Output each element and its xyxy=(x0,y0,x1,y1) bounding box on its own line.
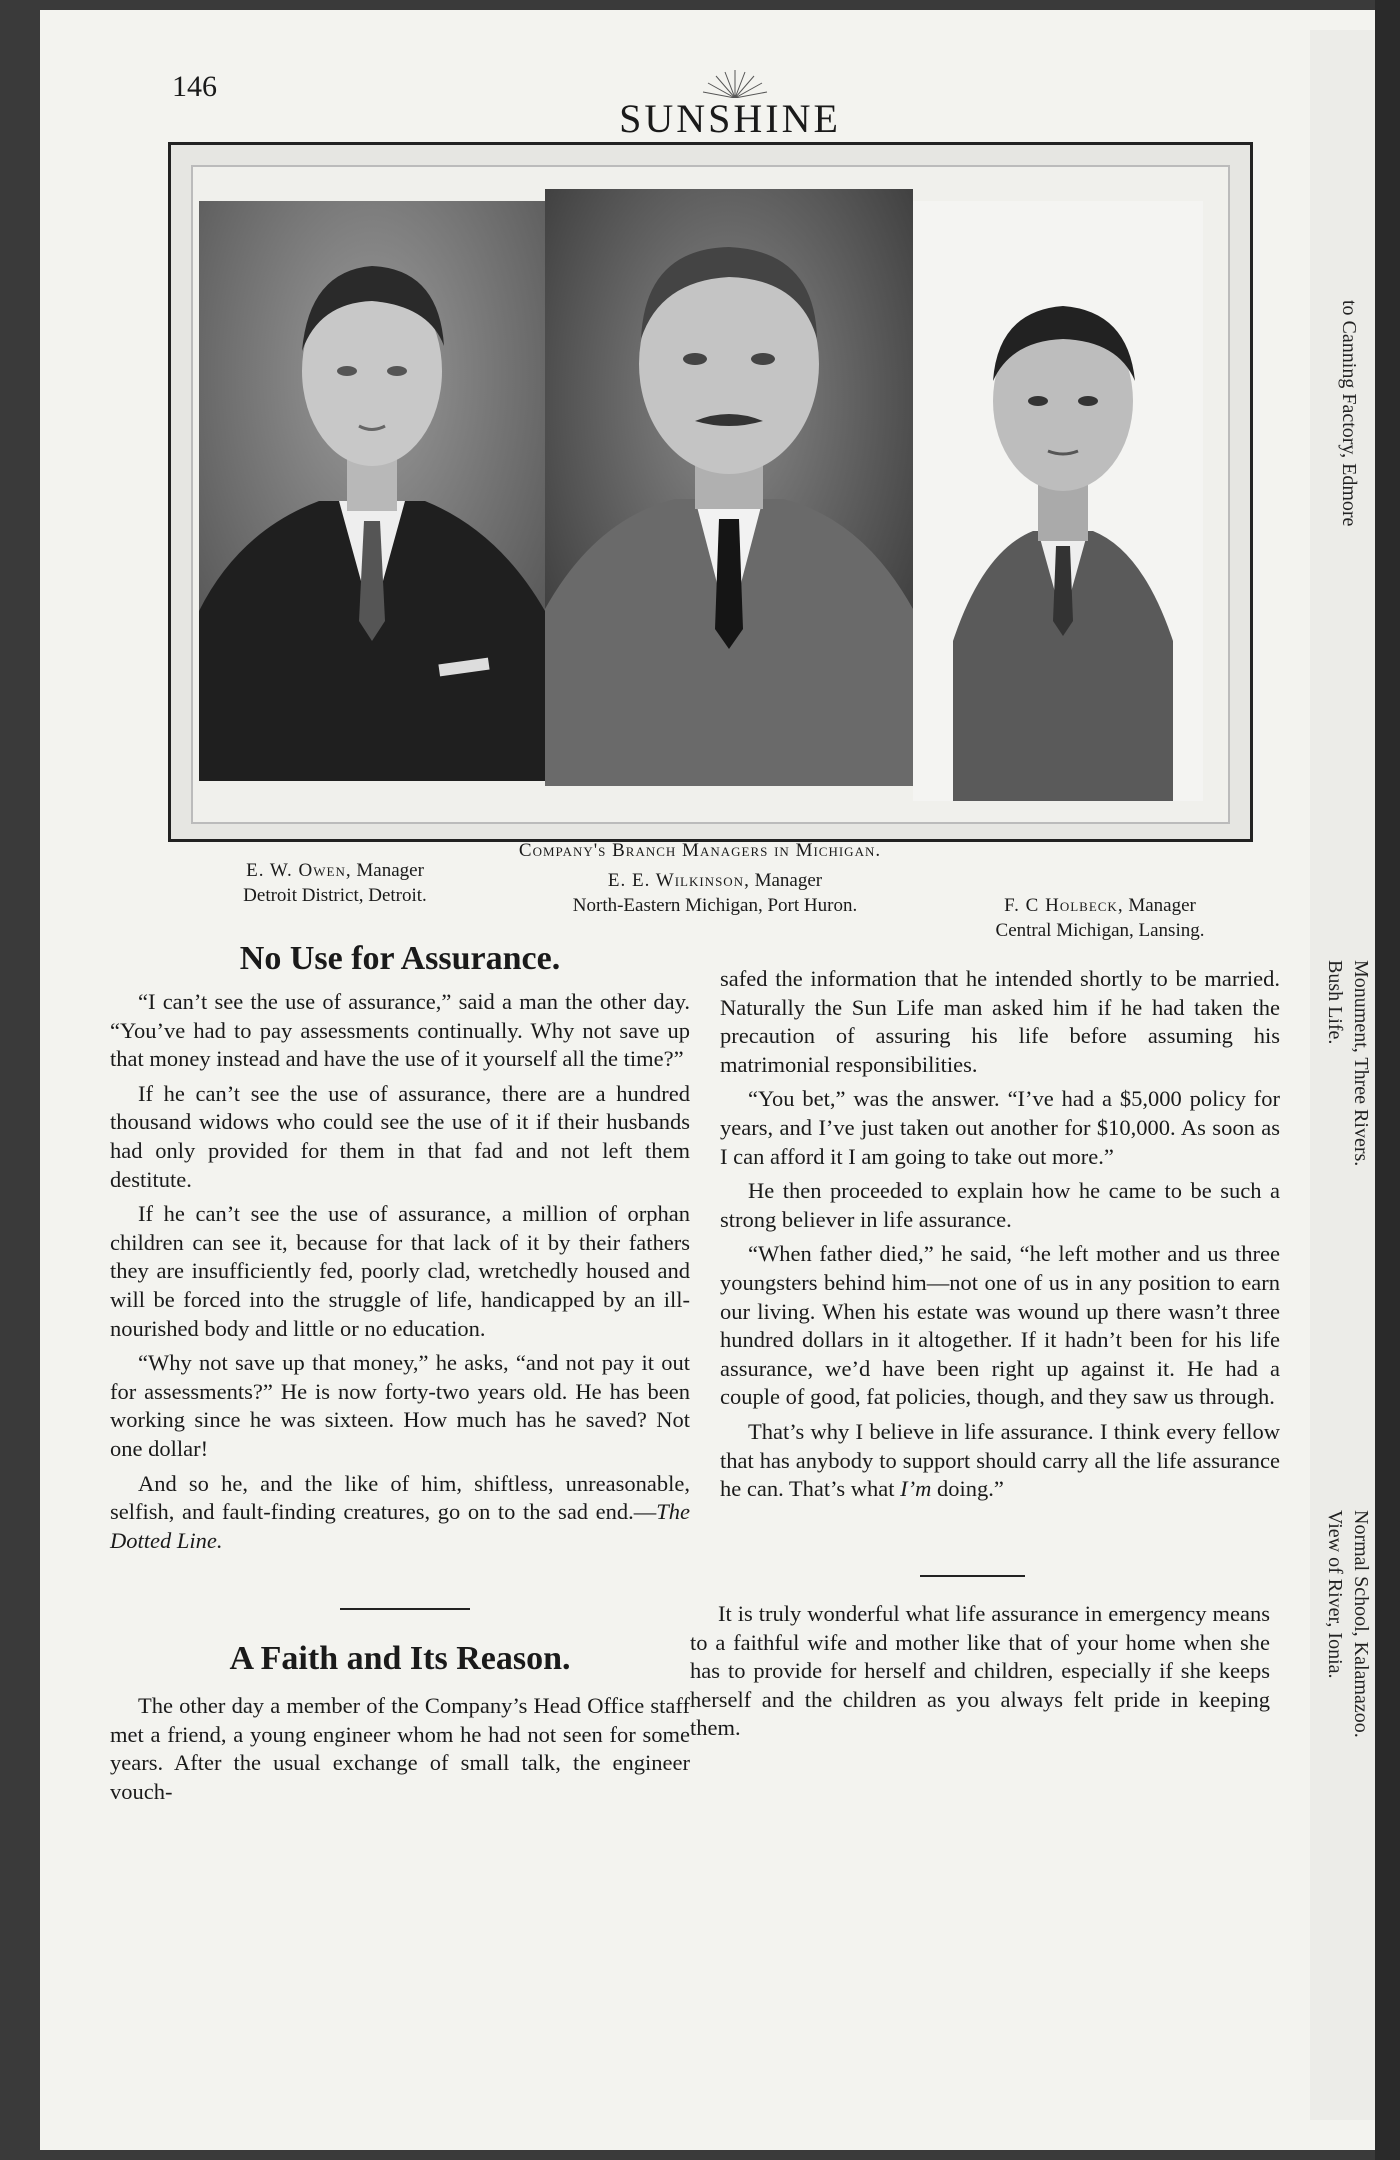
article2-paragraph: That’s why I believe in life assurance. I think every fellow that has anybody to support should carry all the life assurance he can. That’s what xyxy=(720,1418,1280,1502)
caption-holbeck xyxy=(955,893,1245,943)
caption-owen-place: Detroit District, Detroit. xyxy=(243,885,427,906)
article-divider-right xyxy=(920,1575,1025,1577)
article1-closing xyxy=(110,1470,690,1556)
article2-title: A Faith and Its Reason. xyxy=(229,1640,571,1677)
article2-closing-emph: I’m xyxy=(900,1476,932,1502)
article1-title: No Use for Assurance. xyxy=(239,940,561,977)
magazine-title: SUNSHINE xyxy=(619,96,841,141)
caption-owen-name: E. W. Owen, xyxy=(246,860,352,881)
article1-paragraph: If he can’t see the use of assurance, there are a hundred thousand widows who could see the use of it if their husbands had only provided for them in that fad and not left them destitute. xyxy=(110,1080,690,1192)
article2-body-left xyxy=(110,1692,690,1812)
article1-body xyxy=(110,988,690,1561)
side-caption-middle-line1: Monument, Three Rivers. xyxy=(1350,960,1372,1167)
portrait-owen xyxy=(199,201,545,781)
caption-owen-role: Manager xyxy=(356,860,424,881)
portrait-holbeck xyxy=(913,201,1203,801)
article2-paragraph: He then proceeded to explain how he came to be such a strong believer in life assurance. xyxy=(720,1178,1280,1232)
article2-paragraph: “You bet,” was the answer. “I’ve had a $5,000 policy for years, and I’ve just taken out another for $10,000. As soon as I can afford it I am going to take out more.” xyxy=(720,1086,1280,1169)
article2-body-right xyxy=(720,965,1280,1510)
article2-paragraph: safed the information that he intended shortly to be married. Naturally the Sun Life man asked him if he had taken the precaution of assuring his life before assuming his matrimonial responsibilities. xyxy=(720,966,1280,1077)
caption-owen xyxy=(190,858,480,908)
photo-plate xyxy=(168,142,1253,842)
article2-closing xyxy=(720,1418,1280,1504)
caption-holbeck-role: Manager xyxy=(1128,895,1196,916)
article2-closing-rest: doing.” xyxy=(931,1476,1004,1502)
article2-paragraph: “When father died,” he said, “he left mother and us three youngsters behind him—not one of us in any position to earn our living. When his estate was wound up there wasn’t three hundred dollars in it altogether. If it hadn’t been for his life assurance, we’d have been right up against it. He had a couple of good, fat policies, though, and they saw us through. xyxy=(720,1241,1280,1410)
page-number: 146 xyxy=(172,70,217,103)
photo-caption-title: Company's Branch Managers in Michigan. xyxy=(518,840,882,861)
side-caption-bottom xyxy=(1322,1510,1374,1738)
caption-wilkinson-place: North-Eastern Michigan, Port Huron. xyxy=(572,895,858,916)
side-caption-middle xyxy=(1322,960,1374,1166)
caption-holbeck-place: Central Michigan, Lansing. xyxy=(995,920,1205,941)
article1-paragraph: And so he, and the like of him, shiftless, unreasonable, selfish, and fault-finding creatures, go on to the sad end.— xyxy=(110,1470,690,1525)
caption-wilkinson-name: E. E. Wilkinson, xyxy=(607,870,750,891)
caption-holbeck-name: F. C Holbeck, xyxy=(1004,895,1124,916)
caption-wilkinson-role: Manager xyxy=(754,870,823,891)
side-caption-bottom-line1: Normal School, Kalamazoo. xyxy=(1350,1510,1372,1738)
caption-wilkinson xyxy=(505,868,925,918)
article3-body xyxy=(690,1600,1270,1749)
article3-paragraph: It is truly wonderful what life assurance in emergency means to a faithful wife and mother like that of your home when she has to provide for herself and children, especially if she keeps herself and the children as you always felt pride in keeping them. xyxy=(690,1601,1270,1741)
article1-source: The Dotted Line. xyxy=(110,1499,690,1553)
article1-paragraph: “I can’t see the use of assurance,” said a man the other day. “You’ve had to pay assessments continually. Why not save up that money instead and have the use of it yourself all the time?” xyxy=(110,989,690,1072)
sun-rays-ornament xyxy=(700,68,770,98)
article-divider-left xyxy=(340,1608,470,1610)
side-caption-top: to Canning Factory, Edmore xyxy=(1338,300,1360,527)
book-spine xyxy=(1375,0,1400,2160)
side-caption-bottom-line2: View of River, Ionia. xyxy=(1324,1510,1346,1679)
side-caption-middle-line2: Bush Life. xyxy=(1324,960,1346,1045)
portrait-wilkinson xyxy=(545,189,913,786)
article2-paragraph: The other day a member of the Company’s Head Office staff met a friend, a young engineer whom he had not seen for some years. After the usual exchange of small talk, the engineer vouch- xyxy=(110,1693,690,1804)
article1-paragraph: “Why not save up that money,” he asks, “and not pay it out for assessments?” He is now forty-two years old. He has been working since he was sixteen. How much has he saved? Not one dollar! xyxy=(110,1350,690,1461)
article1-paragraph: If he can’t see the use of assurance, a million of orphan children can see it, because for that lack of it by their fathers they are insufficiently fed, poorly clad, wretchedly housed and will be forced into the struggle of life, handicapped by an ill-nourished body and little or no education. xyxy=(110,1201,690,1341)
